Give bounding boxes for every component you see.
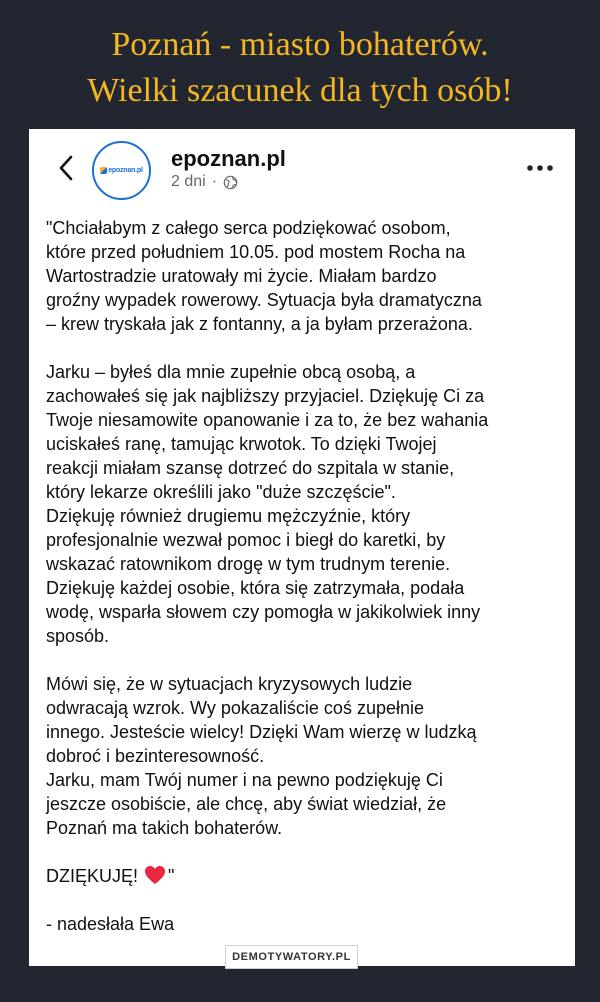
more-dots-icon[interactable] <box>526 163 554 173</box>
epoznan-logo: epoznan.pl <box>100 167 143 174</box>
post-line: sposób. <box>46 626 110 646</box>
post-body <box>46 216 568 936</box>
post-line: Poznań ma takich bohaterów. <box>46 818 283 838</box>
post-line-blank <box>46 888 568 912</box>
post-line <box>46 840 568 864</box>
watermark: DEMOTYWATORY.PL <box>225 945 358 969</box>
post-line: odwracają wzrok. Wy pokazaliście coś zupełnie <box>46 698 424 718</box>
post-line <box>46 648 568 672</box>
avatar[interactable] <box>92 141 151 200</box>
post-line: które przed południem 10.05. pod mostem Rocha na <box>46 242 466 262</box>
headline-line-1: Poznań - miasto bohaterów. <box>111 26 489 63</box>
post-line: "Chciałabym z całego serca podziękować osobom, <box>46 218 451 238</box>
post-line: jeszcze osobiście, ale chcę, aby świat wiedział, że <box>46 794 447 814</box>
post-line: Mówi się, że w sytuacjach kryzysowych ludzie <box>46 674 413 694</box>
post-line: groźny wypadek rowerowy. Sytuacja była dramatyczna <box>46 290 482 310</box>
post-line: dobroć i bezinteresowność. <box>46 746 265 766</box>
thanks-text: DZIĘKUJĘ! <box>46 866 139 886</box>
post-line: profesjonalnie wezwał pomoc i biegł do karetki, by <box>46 530 446 550</box>
post-time: 2 dni <box>171 173 206 190</box>
post-meta <box>171 173 238 191</box>
post-line: Dziękuję każdej osobie, która się zatrzymała, podała <box>46 578 465 598</box>
meta-separator: · <box>211 173 218 190</box>
post-line: uciskałeś ranę, tamując krwotok. To dzięki Twojej <box>46 434 437 454</box>
post-card <box>29 129 575 966</box>
post-line: Jarku, mam Twój numer i na pewno podziękuję Ci <box>46 770 443 790</box>
thanks-line <box>46 864 568 888</box>
back-chevron-icon[interactable] <box>56 153 76 183</box>
post-line: wodę, wsparła słowem czy pomogła w jakikolwiek inny <box>46 602 481 622</box>
post-line: który lekarze określili jako "duże szczęście". <box>46 482 396 502</box>
post-line: innego. Jesteście wielcy! Dzięki Wam wierzę w ludzką <box>46 722 477 742</box>
post-line: reakcji miałam szansę dotrzeć do szpitala w stanie, <box>46 458 455 478</box>
thanks-quote: " <box>168 866 175 886</box>
post-line: Dziękuję również drugiemu mężczyźnie, który <box>46 506 411 526</box>
post-line: – krew tryskała jak z fontanny, a ja byłam przerażona. <box>46 314 473 334</box>
post-line: Wartostradzie uratowały mi życie. Miałam bardzo <box>46 266 437 286</box>
headline-line-2: Wielki szacunek dla tych osób! <box>87 72 513 109</box>
post-line: Twoje niesamowite opanowanie i za to, że bez wahania <box>46 410 489 430</box>
post-line <box>46 336 568 360</box>
post-line: zachowałeś się jak najbliższy przyjaciel. Dziękuję Ci za <box>46 386 485 406</box>
signature: - nadesłała Ewa <box>46 914 175 934</box>
post-author[interactable]: epoznan.pl <box>171 146 286 171</box>
post-line: wskazać ratownikom drogę w tym trudnym terenie. <box>46 554 451 574</box>
headline <box>0 22 600 114</box>
heart-icon <box>144 865 166 885</box>
globe-icon <box>223 175 238 190</box>
post-line: Jarku – byłeś dla mnie zupełnie obcą osobą, a <box>46 362 416 382</box>
